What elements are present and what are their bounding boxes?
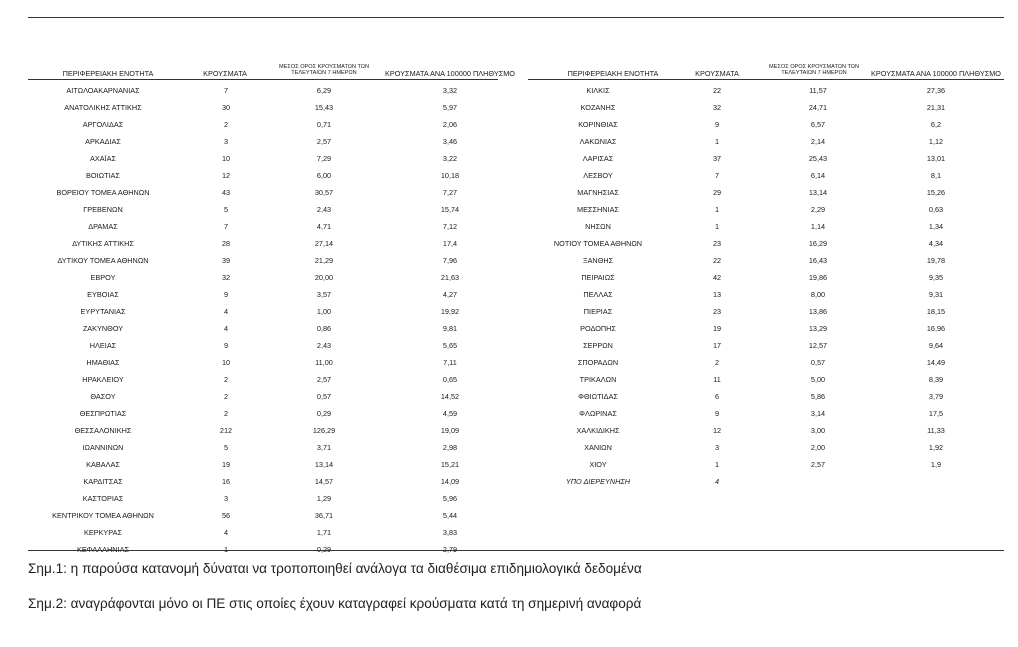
table-row — [528, 338, 1004, 355]
cell-per100k: 3,79 — [928, 392, 944, 401]
cell-avg7: 1,29 — [316, 494, 332, 503]
header-avg7-line2: ΤΕΛΕΥΤΑΙΩΝ 7 ΗΜΕΡΩΝ — [291, 70, 357, 77]
cell-avg7: 2,43 — [316, 341, 332, 350]
table-row — [28, 525, 498, 542]
table-row — [28, 372, 498, 389]
table-row — [28, 100, 498, 117]
table-row — [528, 202, 1004, 219]
table-row — [28, 253, 498, 270]
cell-cases: 4 — [223, 528, 229, 537]
cell-cases: 28 — [221, 239, 231, 248]
cell-region: ΣΠΟΡΑΔΩΝ — [577, 358, 619, 367]
bottom-rule — [28, 550, 1004, 551]
cell-cases: 7 — [223, 86, 229, 95]
cell-region: ΠΕΛΛΑΣ — [583, 290, 613, 299]
cell-cases: 22 — [712, 86, 722, 95]
cell-per100k: 9,35 — [928, 273, 944, 282]
cell-avg7: 3,14 — [810, 409, 826, 418]
footnote-1: Σημ.1: η παρούσα κατανομή δύναται να τροποποιηθεί ανάλογα τα διαθέσιμα επιδημιολογικά δεδομένα — [28, 561, 642, 576]
cell-cases: 1 — [714, 460, 720, 469]
table-row — [528, 372, 1004, 389]
cell-per100k: 15,26 — [926, 188, 946, 197]
cell-region: ΚΑΒΑΛΑΣ — [86, 460, 120, 469]
cell-per100k: 2,06 — [442, 120, 458, 129]
cell-avg7: 0,57 — [810, 358, 826, 367]
cell-cases: 2 — [223, 409, 229, 418]
cell-cases: 43 — [221, 188, 231, 197]
cell-cases: 6 — [714, 392, 720, 401]
cell-per100k: 3,22 — [442, 154, 458, 163]
cell-cases: 23 — [712, 239, 722, 248]
cell-per100k: 19,92 — [440, 307, 460, 316]
cell-region: ΛΕΣΒΟΥ — [583, 171, 613, 180]
cell-region: ΔΥΤΙΚΗΣ ΑΤΤΙΚΗΣ — [72, 239, 134, 248]
table-row — [528, 236, 1004, 253]
cell-region: ΜΕΣΣΗΝΙΑΣ — [577, 205, 619, 214]
cell-avg7: 11,57 — [809, 86, 827, 95]
cell-region: ΞΑΝΘΗΣ — [582, 256, 614, 265]
cell-region: ΡΟΔΟΠΗΣ — [580, 324, 616, 333]
cell-per100k: 6,2 — [930, 120, 942, 129]
cell-cases: 19 — [221, 460, 231, 469]
cell-avg7: 13,29 — [808, 324, 828, 333]
header-region: ΠΕΡΙΦΕΡΕΙΑΚΗ ΕΝΟΤΗΤΑ — [62, 68, 154, 78]
cell-avg7: 30,57 — [314, 188, 334, 197]
table-row — [28, 474, 498, 491]
cell-region: ΛΑΡΙΣΑΣ — [582, 154, 614, 163]
cell-region: ΕΒΡΟΥ — [90, 273, 116, 282]
cell-per100k: 1,9 — [930, 460, 942, 469]
cell-region: ΔΥΤΙΚΟΥ ΤΟΜΕΑ ΑΘΗΝΩΝ — [57, 256, 149, 265]
top-rule — [28, 17, 1004, 18]
cell-per100k: 16,96 — [926, 324, 946, 333]
table-row — [528, 100, 1004, 117]
cell-avg7: 3,00 — [810, 426, 826, 435]
cell-avg7: 7,29 — [316, 154, 332, 163]
cell-per100k: 10,18 — [440, 171, 460, 180]
cell-cases: 7 — [714, 171, 720, 180]
cell-per100k: 17,4 — [442, 239, 458, 248]
cell-cases: 3 — [223, 137, 229, 146]
cell-avg7: 2,57 — [316, 137, 332, 146]
cell-per100k: 17,5 — [928, 409, 944, 418]
cell-avg7: 6,57 — [810, 120, 826, 129]
cell-avg7: 8,00 — [810, 290, 826, 299]
cell-avg7: 13,86 — [808, 307, 828, 316]
cell-avg7: 15,43 — [314, 103, 334, 112]
cell-avg7: 13,14 — [808, 188, 828, 197]
table-row — [28, 321, 498, 338]
cell-cases: 2 — [223, 392, 229, 401]
cell-cases: 12 — [221, 171, 231, 180]
cell-cases: 1 — [223, 545, 229, 554]
cell-per100k: 14,49 — [926, 358, 946, 367]
table-row — [28, 185, 498, 202]
table-row — [28, 202, 498, 219]
cell-cases: 39 — [221, 256, 231, 265]
table-row — [28, 440, 498, 457]
cell-cases: 2 — [223, 120, 229, 129]
header-region: ΠΕΡΙΦΕΡΕΙΑΚΗ ΕΝΟΤΗΤΑ — [567, 68, 659, 78]
cell-per100k: 3,83 — [442, 528, 458, 537]
cell-per100k: 7,11 — [443, 358, 457, 367]
cell-region: ΚΕΝΤΡΙΚΟΥ ΤΟΜΕΑ ΑΘΗΝΩΝ — [52, 511, 154, 520]
table-row — [528, 474, 1004, 491]
footnote-2: Σημ.2: αναγράφονται μόνο οι ΠΕ στις οποίες έχουν καταγραφεί κρούσματα κατά τη σημερινή αναφορά — [28, 596, 642, 611]
cell-region: ΘΑΣΟΥ — [90, 392, 116, 401]
cell-cases: 9 — [714, 409, 720, 418]
cell-avg7: 13,14 — [314, 460, 334, 469]
cell-region: ΜΑΓΝΗΣΙΑΣ — [577, 188, 619, 197]
cell-per100k: 0,63 — [928, 205, 944, 214]
cell-per100k: 7,27 — [442, 188, 458, 197]
table-row — [28, 219, 498, 236]
cell-avg7: 3,57 — [316, 290, 332, 299]
cell-region: ΦΘΙΩΤΙΔΑΣ — [578, 392, 618, 401]
cell-region: ΑΡΓΟΛΙΔΑΣ — [82, 120, 124, 129]
table-row — [528, 406, 1004, 423]
cell-cases: 3 — [714, 443, 720, 452]
cell-per100k: 8,39 — [928, 375, 944, 384]
table-row — [28, 389, 498, 406]
cell-cases: 9 — [223, 341, 229, 350]
cell-avg7: 0,71 — [316, 120, 332, 129]
cell-per100k: 14,52 — [440, 392, 460, 401]
cell-cases: 19 — [712, 324, 722, 333]
cell-per100k: 21,63 — [440, 273, 460, 282]
cell-avg7: 36,71 — [314, 511, 334, 520]
cell-per100k: 14,09 — [440, 477, 460, 486]
cell-per100k: 1,92 — [928, 443, 944, 452]
table-header — [528, 56, 1004, 77]
cases-table-left — [28, 56, 515, 559]
cell-per100k: 15,21 — [440, 460, 460, 469]
cell-cases: 5 — [223, 205, 229, 214]
cell-region: ΗΛΕΙΑΣ — [89, 341, 117, 350]
cell-avg7: 4,71 — [316, 222, 332, 231]
cell-cases: 4 — [714, 477, 720, 486]
cell-cases: 42 — [712, 273, 722, 282]
cell-region: ΠΕΙΡΑΙΩΣ — [581, 273, 615, 282]
cell-region: ΧΙΟΥ — [589, 460, 607, 469]
cell-region: ΚΕΡΚΥΡΑΣ — [83, 528, 123, 537]
cell-avg7: 24,71 — [808, 103, 828, 112]
table-row — [28, 491, 498, 508]
table-row — [28, 508, 498, 525]
cell-per100k: 4,27 — [442, 290, 458, 299]
cell-cases: 1 — [714, 205, 720, 214]
cell-avg7: 1,71 — [316, 528, 332, 537]
cell-region: ΚΑΣΤΟΡΙΑΣ — [82, 494, 124, 503]
cell-cases: 12 — [712, 426, 722, 435]
table-row — [528, 389, 1004, 406]
cell-avg7: 2,57 — [810, 460, 826, 469]
cell-region: ΗΡΑΚΛΕΙΟΥ — [82, 375, 124, 384]
table-row — [528, 440, 1004, 457]
cell-region: ΔΡΑΜΑΣ — [88, 222, 118, 231]
cell-avg7: 1,14 — [810, 222, 826, 231]
cell-per100k: 3,32 — [442, 86, 458, 95]
cell-region: ΑΧΑΪΑΣ — [89, 154, 116, 163]
cell-avg7: 19,86 — [808, 273, 828, 282]
cell-region: ΝΟΤΙΟΥ ΤΟΜΕΑ ΑΘΗΝΩΝ — [553, 239, 643, 248]
table-row — [28, 423, 498, 440]
cell-region: ΧΑΛΚΙΔΙΚΗΣ — [576, 426, 620, 435]
cell-cases: 1 — [714, 137, 720, 146]
cell-cases: 32 — [712, 103, 722, 112]
cell-cases: 5 — [223, 443, 229, 452]
cell-cases: 37 — [712, 154, 722, 163]
cell-region: ΣΕΡΡΩΝ — [583, 341, 613, 350]
cell-avg7: 25,43 — [808, 154, 828, 163]
cell-region: ΖΑΚΥΝΘΟΥ — [82, 324, 124, 333]
table-body — [28, 83, 498, 559]
cell-avg7: 6,00 — [316, 171, 332, 180]
header-avg7 — [750, 64, 878, 77]
cell-cases: 9 — [223, 290, 229, 299]
header-rule — [528, 79, 1004, 80]
cell-per100k: 8,1 — [930, 171, 942, 180]
table-row — [28, 117, 498, 134]
cell-cases: 1 — [714, 222, 720, 231]
table-row — [528, 457, 1004, 474]
table-row — [28, 168, 498, 185]
cell-avg7: 2,57 — [316, 375, 332, 384]
cell-avg7: 14,57 — [314, 477, 334, 486]
cell-per100k: 9,31 — [928, 290, 944, 299]
cell-per100k: 3,46 — [442, 137, 458, 146]
table-row — [528, 185, 1004, 202]
cell-per100k: 13,01 — [926, 154, 946, 163]
cell-cases: 10 — [221, 358, 231, 367]
cell-avg7: 0,57 — [316, 392, 332, 401]
table-row — [528, 219, 1004, 236]
cell-region: ΤΡΙΚΑΛΩΝ — [579, 375, 617, 384]
cell-per100k: 4,34 — [928, 239, 944, 248]
cell-per100k: 5,97 — [442, 103, 458, 112]
cell-cases: 3 — [223, 494, 229, 503]
table-row — [528, 151, 1004, 168]
cell-cases: 30 — [221, 103, 231, 112]
cell-per100k: 7,96 — [442, 256, 458, 265]
cell-per100k: 0,65 — [442, 375, 458, 384]
table-row — [528, 168, 1004, 185]
cell-region: ΦΛΩΡΙΝΑΣ — [579, 409, 617, 418]
cell-cases: 32 — [221, 273, 231, 282]
cell-cases: 29 — [712, 188, 722, 197]
table-row — [28, 457, 498, 474]
cell-per100k: 19,78 — [926, 256, 946, 265]
cell-region: ΥΠΟ ΔΙΕΡΕΥΝΗΣΗ — [565, 477, 631, 486]
table-row — [28, 151, 498, 168]
cell-cases: 2 — [223, 375, 229, 384]
cell-cases: 56 — [221, 511, 231, 520]
cell-avg7: 2,00 — [810, 443, 826, 452]
cell-cases: 17 — [712, 341, 722, 350]
cell-per100k: 7,12 — [442, 222, 458, 231]
cell-per100k: 5,65 — [442, 341, 458, 350]
cell-per100k: 4,59 — [442, 409, 458, 418]
cell-region: ΠΙΕΡΙΑΣ — [583, 307, 613, 316]
table-row — [28, 338, 498, 355]
table-row — [528, 134, 1004, 151]
cell-avg7: 5,00 — [810, 375, 826, 384]
cell-region: ΕΥΒΟΙΑΣ — [87, 290, 119, 299]
table-row — [528, 355, 1004, 372]
cell-per100k: 9,64 — [928, 341, 944, 350]
header-avg7-line1: ΜΕΣΟΣ ΟΡΟΣ ΚΡΟΥΣΜΑΤΩΝ ΤΩΝ — [769, 63, 859, 70]
cell-cases: 22 — [712, 256, 722, 265]
cell-cases: 9 — [714, 120, 720, 129]
cell-per100k: 15,74 — [440, 205, 460, 214]
cell-region: ΚΟΡΙΝΘΙΑΣ — [578, 120, 618, 129]
table-row — [28, 406, 498, 423]
cell-region: ΒΟΙΩΤΙΑΣ — [86, 171, 120, 180]
cell-avg7: 2,43 — [316, 205, 332, 214]
cell-avg7: 5,86 — [810, 392, 826, 401]
cell-region: ΑΡΚΑΔΙΑΣ — [85, 137, 121, 146]
cell-avg7: 21,29 — [314, 256, 334, 265]
cell-avg7: 16,43 — [808, 256, 828, 265]
cell-cases: 11 — [713, 375, 721, 384]
cell-region: ΑΙΤΩΛΟΑΚΑΡΝΑΝΙΑΣ — [66, 86, 140, 95]
table-row — [28, 304, 498, 321]
header-cases: ΚΡΟΥΣΜΑΤΑ — [203, 68, 247, 78]
table-row — [528, 117, 1004, 134]
cell-avg7: 16,29 — [808, 239, 828, 248]
cell-cases: 2 — [714, 358, 720, 367]
table-row — [528, 423, 1004, 440]
table-row — [28, 355, 498, 372]
table-row — [528, 253, 1004, 270]
cell-avg7: 2,29 — [810, 205, 826, 214]
cell-per100k: 2,79 — [442, 545, 458, 554]
table-row — [528, 270, 1004, 287]
cell-avg7: 3,71 — [316, 443, 332, 452]
cell-per100k: 5,96 — [442, 494, 458, 503]
table-row — [528, 304, 1004, 321]
cell-avg7: 0,86 — [316, 324, 332, 333]
cell-region: ΒΟΡΕΙΟΥ ΤΟΜΕΑ ΑΘΗΝΩΝ — [56, 188, 150, 197]
cell-per100k: 19,09 — [440, 426, 460, 435]
table-row — [528, 287, 1004, 304]
header-avg7-line2: ΤΕΛΕΥΤΑΙΩΝ 7 ΗΜΕΡΩΝ — [781, 70, 847, 77]
cell-avg7: 6,14 — [810, 171, 826, 180]
cell-region: ΙΩΑΝΝΙΝΩΝ — [82, 443, 124, 452]
cell-avg7: 2,14 — [810, 137, 826, 146]
cell-cases: 16 — [221, 477, 231, 486]
cell-per100k: 21,31 — [926, 103, 946, 112]
cell-cases: 23 — [712, 307, 722, 316]
cell-avg7: 12,57 — [808, 341, 828, 350]
table-row — [28, 270, 498, 287]
cell-cases: 7 — [223, 222, 229, 231]
cell-avg7: 11,00 — [315, 358, 333, 367]
cell-avg7: 20,00 — [314, 273, 334, 282]
cell-region: ΘΕΣΠΡΩΤΙΑΣ — [79, 409, 127, 418]
cell-region: ΗΜΑΘΙΑΣ — [86, 358, 120, 367]
cell-per100k: 1,34 — [928, 222, 944, 231]
cell-region: ΚΕΦΑΛΛΗΝΙΑΣ — [77, 545, 129, 554]
table-header — [28, 56, 515, 78]
table-body — [528, 83, 1004, 491]
table-row — [28, 134, 498, 151]
header-rule — [28, 79, 498, 80]
header-avg7 — [266, 64, 382, 77]
cell-per100k: 18,15 — [926, 307, 946, 316]
table-row — [28, 83, 498, 100]
cell-avg7: 27,14 — [314, 239, 334, 248]
cell-per100k: 5,44 — [442, 511, 458, 520]
cell-region: ΛΑΚΩΝΙΑΣ — [579, 137, 617, 146]
cell-cases: 4 — [223, 324, 229, 333]
cell-region: ΕΥΡΥΤΑΝΙΑΣ — [80, 307, 126, 316]
cell-avg7: 1,00 — [316, 307, 332, 316]
cell-cases: 212 — [219, 426, 233, 435]
cell-avg7: 126,29 — [312, 426, 336, 435]
cell-region: ΘΕΣΣΑΛΟΝΙΚΗΣ — [74, 426, 132, 435]
cell-avg7: 0,29 — [316, 545, 332, 554]
table-row — [28, 236, 498, 253]
cell-cases: 10 — [221, 154, 231, 163]
cell-region: ΝΗΣΩΝ — [585, 222, 611, 231]
cell-region: ΑΝΑΤΟΛΙΚΗΣ ΑΤΤΙΚΗΣ — [64, 103, 142, 112]
cell-region: ΚΑΡΔΙΤΣΑΣ — [83, 477, 123, 486]
cell-avg7: 0,29 — [316, 409, 332, 418]
cell-cases: 13 — [712, 290, 722, 299]
header-per100k: ΚΡΟΥΣΜΑΤΑ ΑΝΑ 100000 ΠΛΗΘΥΣΜΟ — [871, 68, 1001, 78]
cell-per100k: 9,81 — [442, 324, 458, 333]
header-avg7-line1: ΜΕΣΟΣ ΟΡΟΣ ΚΡΟΥΣΜΑΤΩΝ ΤΩΝ — [279, 63, 369, 70]
cell-per100k: 1,12 — [928, 137, 944, 146]
cell-region: ΚΟΖΑΝΗΣ — [580, 103, 616, 112]
header-cases: ΚΡΟΥΣΜΑΤΑ — [695, 68, 739, 78]
cases-table-right — [528, 56, 1004, 491]
header-per100k: ΚΡΟΥΣΜΑΤΑ ΑΝΑ 100000 ΠΛΗΘΥΣΜΟ — [385, 68, 515, 78]
cell-avg7: 6,29 — [316, 86, 332, 95]
table-row — [28, 287, 498, 304]
cell-per100k: 27,36 — [926, 86, 946, 95]
cell-per100k: 2,98 — [442, 443, 458, 452]
cell-region: ΚΙΛΚΙΣ — [586, 86, 610, 95]
table-row — [528, 83, 1004, 100]
cell-region: ΓΡΕΒΕΝΩΝ — [83, 205, 123, 214]
cell-cases: 4 — [223, 307, 229, 316]
cell-per100k: 11,33 — [927, 426, 945, 435]
table-row — [528, 321, 1004, 338]
cell-region: ΧΑΝΙΩΝ — [584, 443, 612, 452]
